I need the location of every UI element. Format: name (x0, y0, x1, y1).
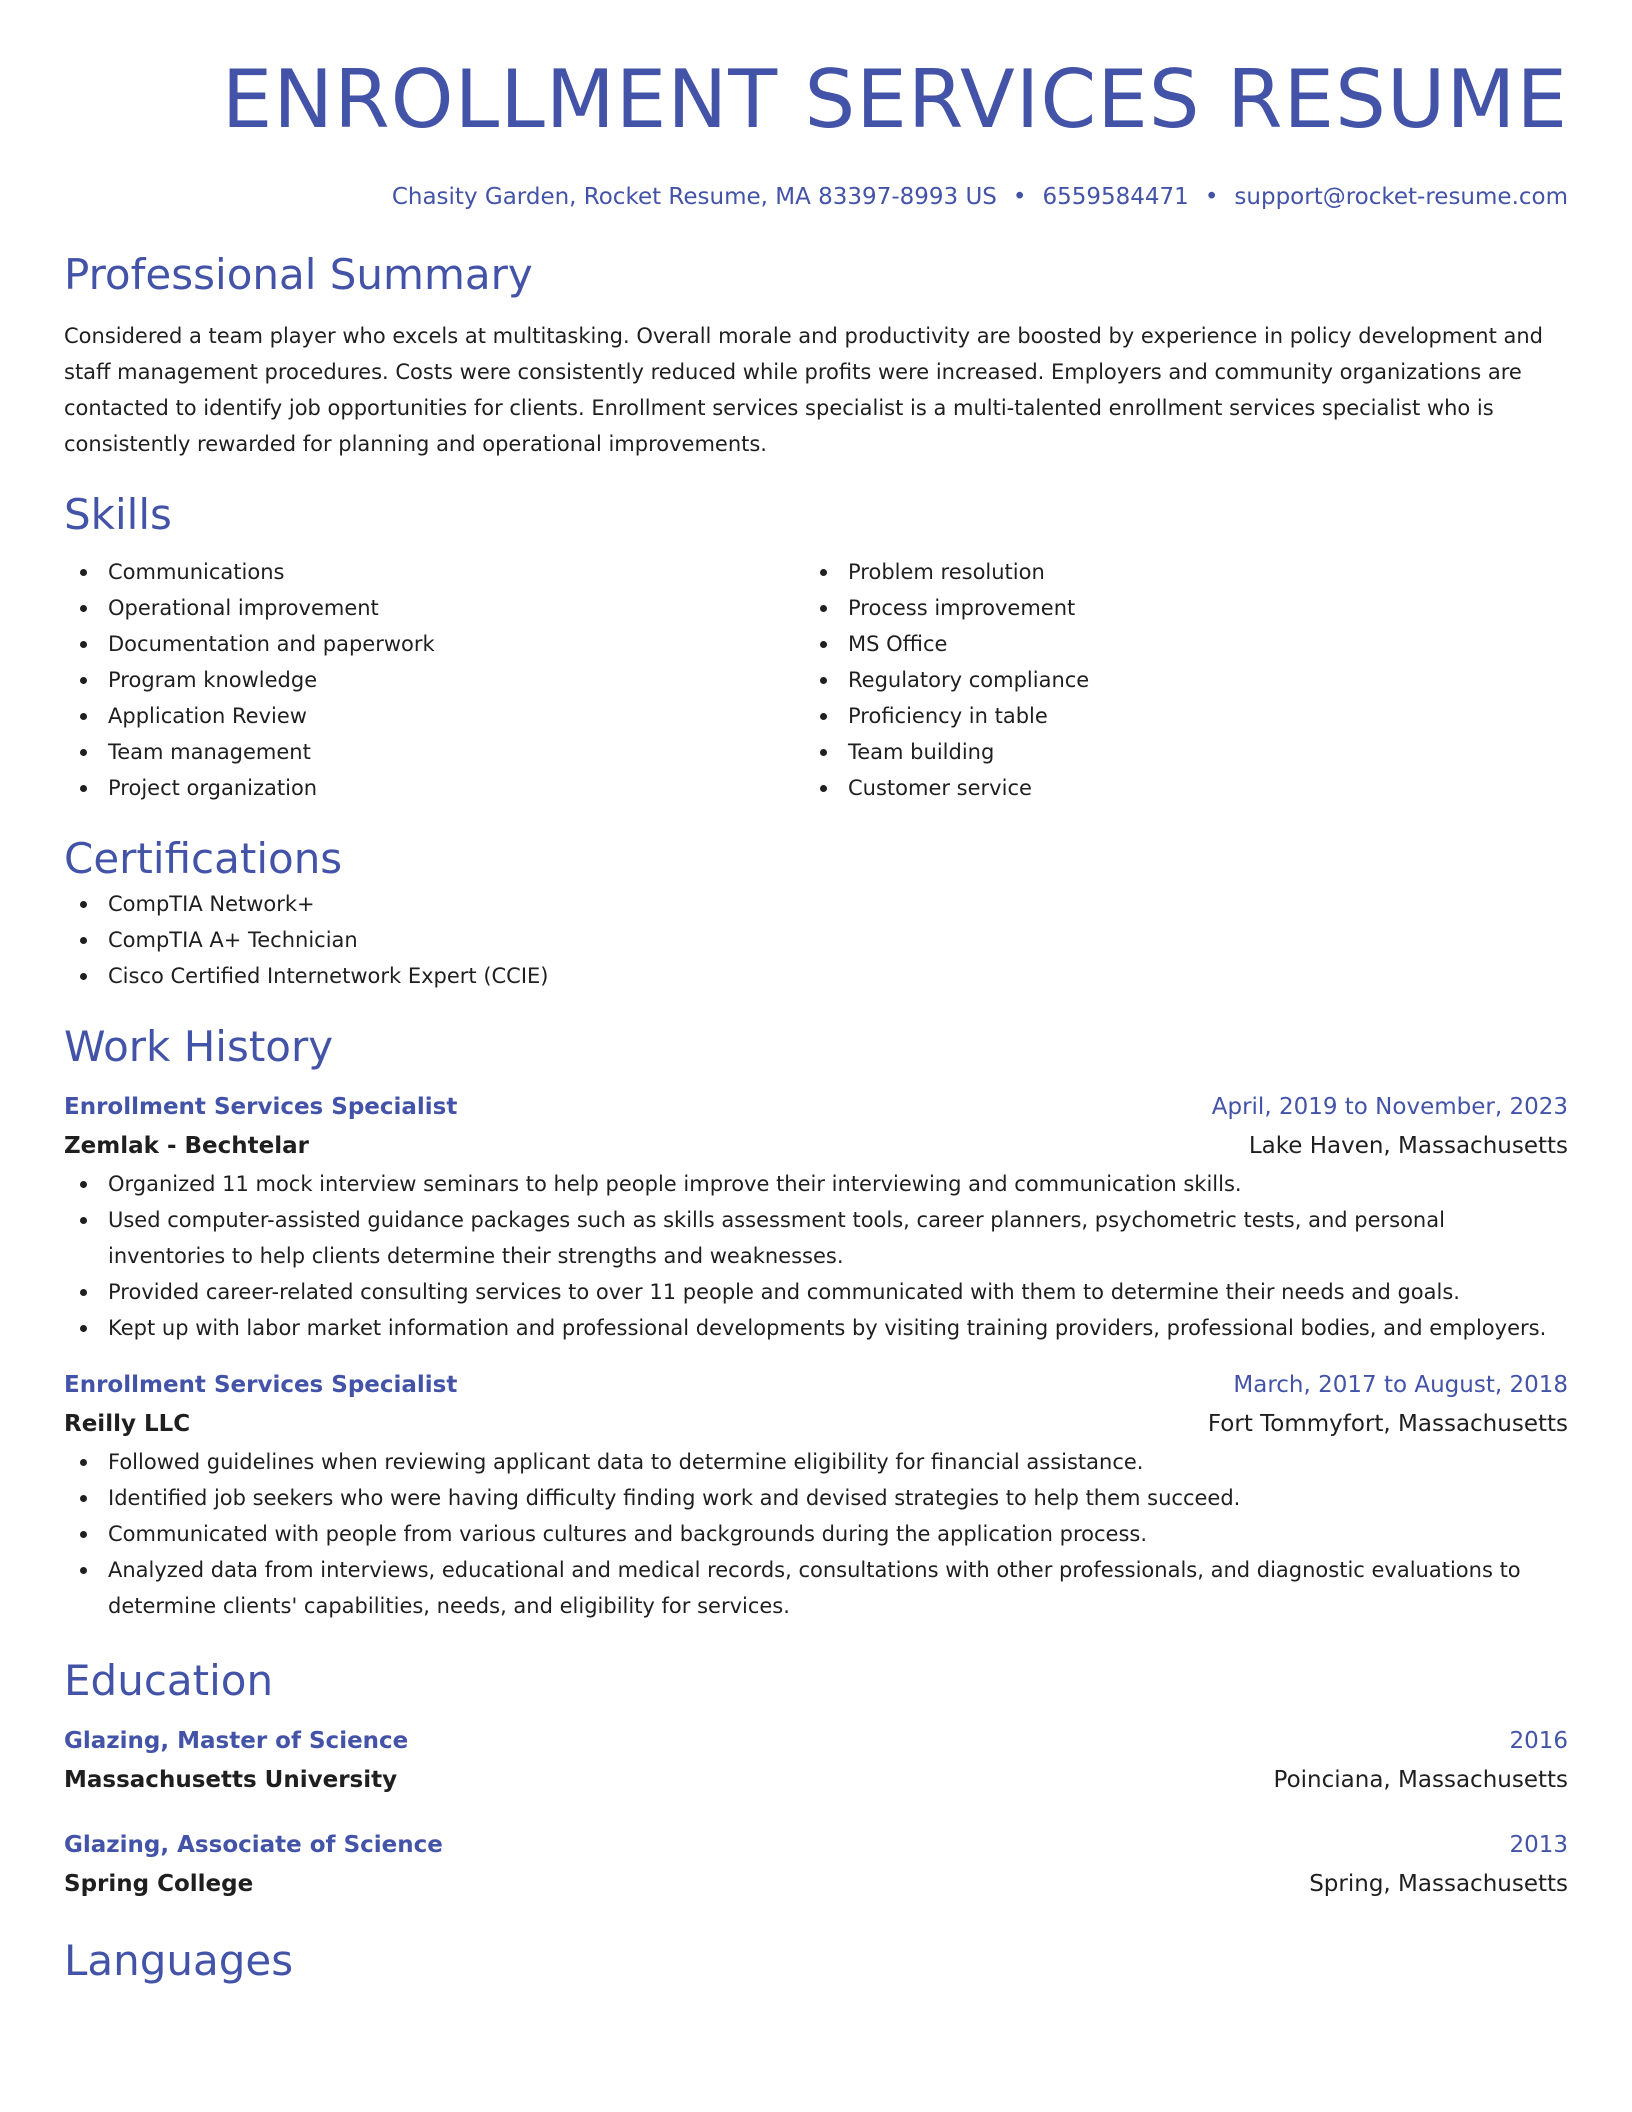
summary-text: Considered a team player who excels at multitasking. Overall morale and productivity are boosted by experience in policy development and staff management procedures. Costs were consistently reduced while profits were increased. Employers and community organizations are contacted to identify job opportunities for clients. Enrollment services specialist is a multi-talented enrollment services specialist who is consistently rewarded for planning and operational improvements. (64, 324, 1543, 456)
job-location: Fort Tommyfort, Massachusetts (1207, 1411, 1568, 1437)
job-location: Lake Haven, Massachusetts (1248, 1133, 1568, 1159)
education-school: Massachusetts University (64, 1767, 398, 1793)
contact-address: Chasity Garden, Rocket Resume, MA 83397-8993 US (391, 184, 997, 210)
certifications-list (64, 886, 1568, 994)
education-school-row (64, 1864, 1568, 1904)
job-duty: Kept up with labor market information and professional developments by visiting training providers, professional bodies, and employers. (64, 1310, 1568, 1346)
certification-item: Cisco Certified Internetwork Expert (CCIE) (64, 958, 1568, 994)
job-header-row (64, 1366, 1568, 1404)
job-duty: Identified job seekers who were having difficulty finding work and devised strategies to help them succeed. (64, 1480, 1568, 1516)
skill-item: Regulatory compliance (804, 662, 1544, 698)
contact-separator: • (1012, 184, 1027, 210)
skill-item: Problem resolution (804, 554, 1544, 590)
skill-item: Documentation and paperwork (64, 626, 804, 662)
job-duty: Analyzed data from interviews, educational and medical records, consultations with other professionals, and diagnostic evaluations to determine clients' capabilities, needs, and eligibility for services. (64, 1552, 1568, 1624)
skill-item: Project organization (64, 770, 804, 806)
contact-line (64, 182, 1568, 212)
education-year: 2013 (1509, 1832, 1568, 1858)
job-duties (64, 1166, 1568, 1346)
work-history-heading: Work History (64, 1022, 334, 1071)
job-duty: Communicated with people from various cultures and backgrounds during the application process. (64, 1516, 1568, 1552)
education-degree: Glazing, Associate of Science (64, 1832, 443, 1858)
education-degree: Glazing, Master of Science (64, 1728, 409, 1754)
skill-item: Operational improvement (64, 590, 804, 626)
skill-item: MS Office (804, 626, 1544, 662)
summary-heading: Professional Summary (64, 250, 533, 299)
education-entry (64, 1722, 1568, 1800)
contact-phone: 6559584471 (1042, 184, 1189, 210)
job-entry (64, 1088, 1568, 1346)
job-dates: March, 2017 to August, 2018 (1233, 1372, 1568, 1398)
education-header-row (64, 1826, 1568, 1864)
skill-item: Application Review (64, 698, 804, 734)
skill-item: Process improvement (804, 590, 1544, 626)
job-company: Reilly LLC (64, 1411, 191, 1437)
skill-item: Proficiency in table (804, 698, 1544, 734)
job-duty: Followed guidelines when reviewing applicant data to determine eligibility for financial assistance. (64, 1444, 1568, 1480)
contact-separator: • (1204, 184, 1219, 210)
job-title: Enrollment Services Specialist (64, 1372, 458, 1398)
skills-column-left (64, 554, 804, 806)
job-company-row (64, 1404, 1568, 1444)
education-year: 2016 (1509, 1728, 1568, 1754)
job-company: Zemlak - Bechtelar (64, 1133, 309, 1159)
skills-grid (64, 554, 1568, 806)
skills-column-right (804, 554, 1544, 806)
contact-email[interactable]: support@rocket-resume.com (1234, 184, 1568, 210)
skill-item: Team management (64, 734, 804, 770)
job-duty: Organized 11 mock interview seminars to help people improve their interviewing and communication skills. (64, 1166, 1568, 1202)
education-school-row (64, 1760, 1568, 1800)
job-duty: Used computer-assisted guidance packages such as skills assessment tools, career planners, psychometric tests, and personal inventories to help clients determine their strengths and weaknesses. (64, 1202, 1568, 1274)
education-heading: Education (64, 1656, 274, 1705)
resume-title: ENROLLMENT SERVICES RESUME (221, 53, 1568, 146)
certification-item: CompTIA A+ Technician (64, 922, 1568, 958)
job-title: Enrollment Services Specialist (64, 1094, 458, 1120)
education-school: Spring College (64, 1871, 254, 1897)
skill-item: Customer service (804, 770, 1544, 806)
skill-item: Communications (64, 554, 804, 590)
resume-header (64, 52, 1568, 212)
job-company-row (64, 1126, 1568, 1166)
certifications-heading: Certifications (64, 834, 343, 883)
education-location: Spring, Massachusetts (1309, 1871, 1568, 1897)
job-dates: April, 2019 to November, 2023 (1211, 1094, 1568, 1120)
skills-heading: Skills (64, 490, 172, 539)
job-header-row (64, 1088, 1568, 1126)
education-entry (64, 1826, 1568, 1904)
certification-item: CompTIA Network+ (64, 886, 1568, 922)
skill-item: Team building (804, 734, 1544, 770)
skill-item: Program knowledge (64, 662, 804, 698)
job-duty: Provided career-related consulting services to over 11 people and communicated with them to determine their needs and goals. (64, 1274, 1568, 1310)
education-location: Poinciana, Massachusetts (1273, 1767, 1568, 1793)
education-header-row (64, 1722, 1568, 1760)
job-duties (64, 1444, 1568, 1624)
languages-heading: Languages (64, 1936, 294, 1985)
job-entry (64, 1366, 1568, 1624)
